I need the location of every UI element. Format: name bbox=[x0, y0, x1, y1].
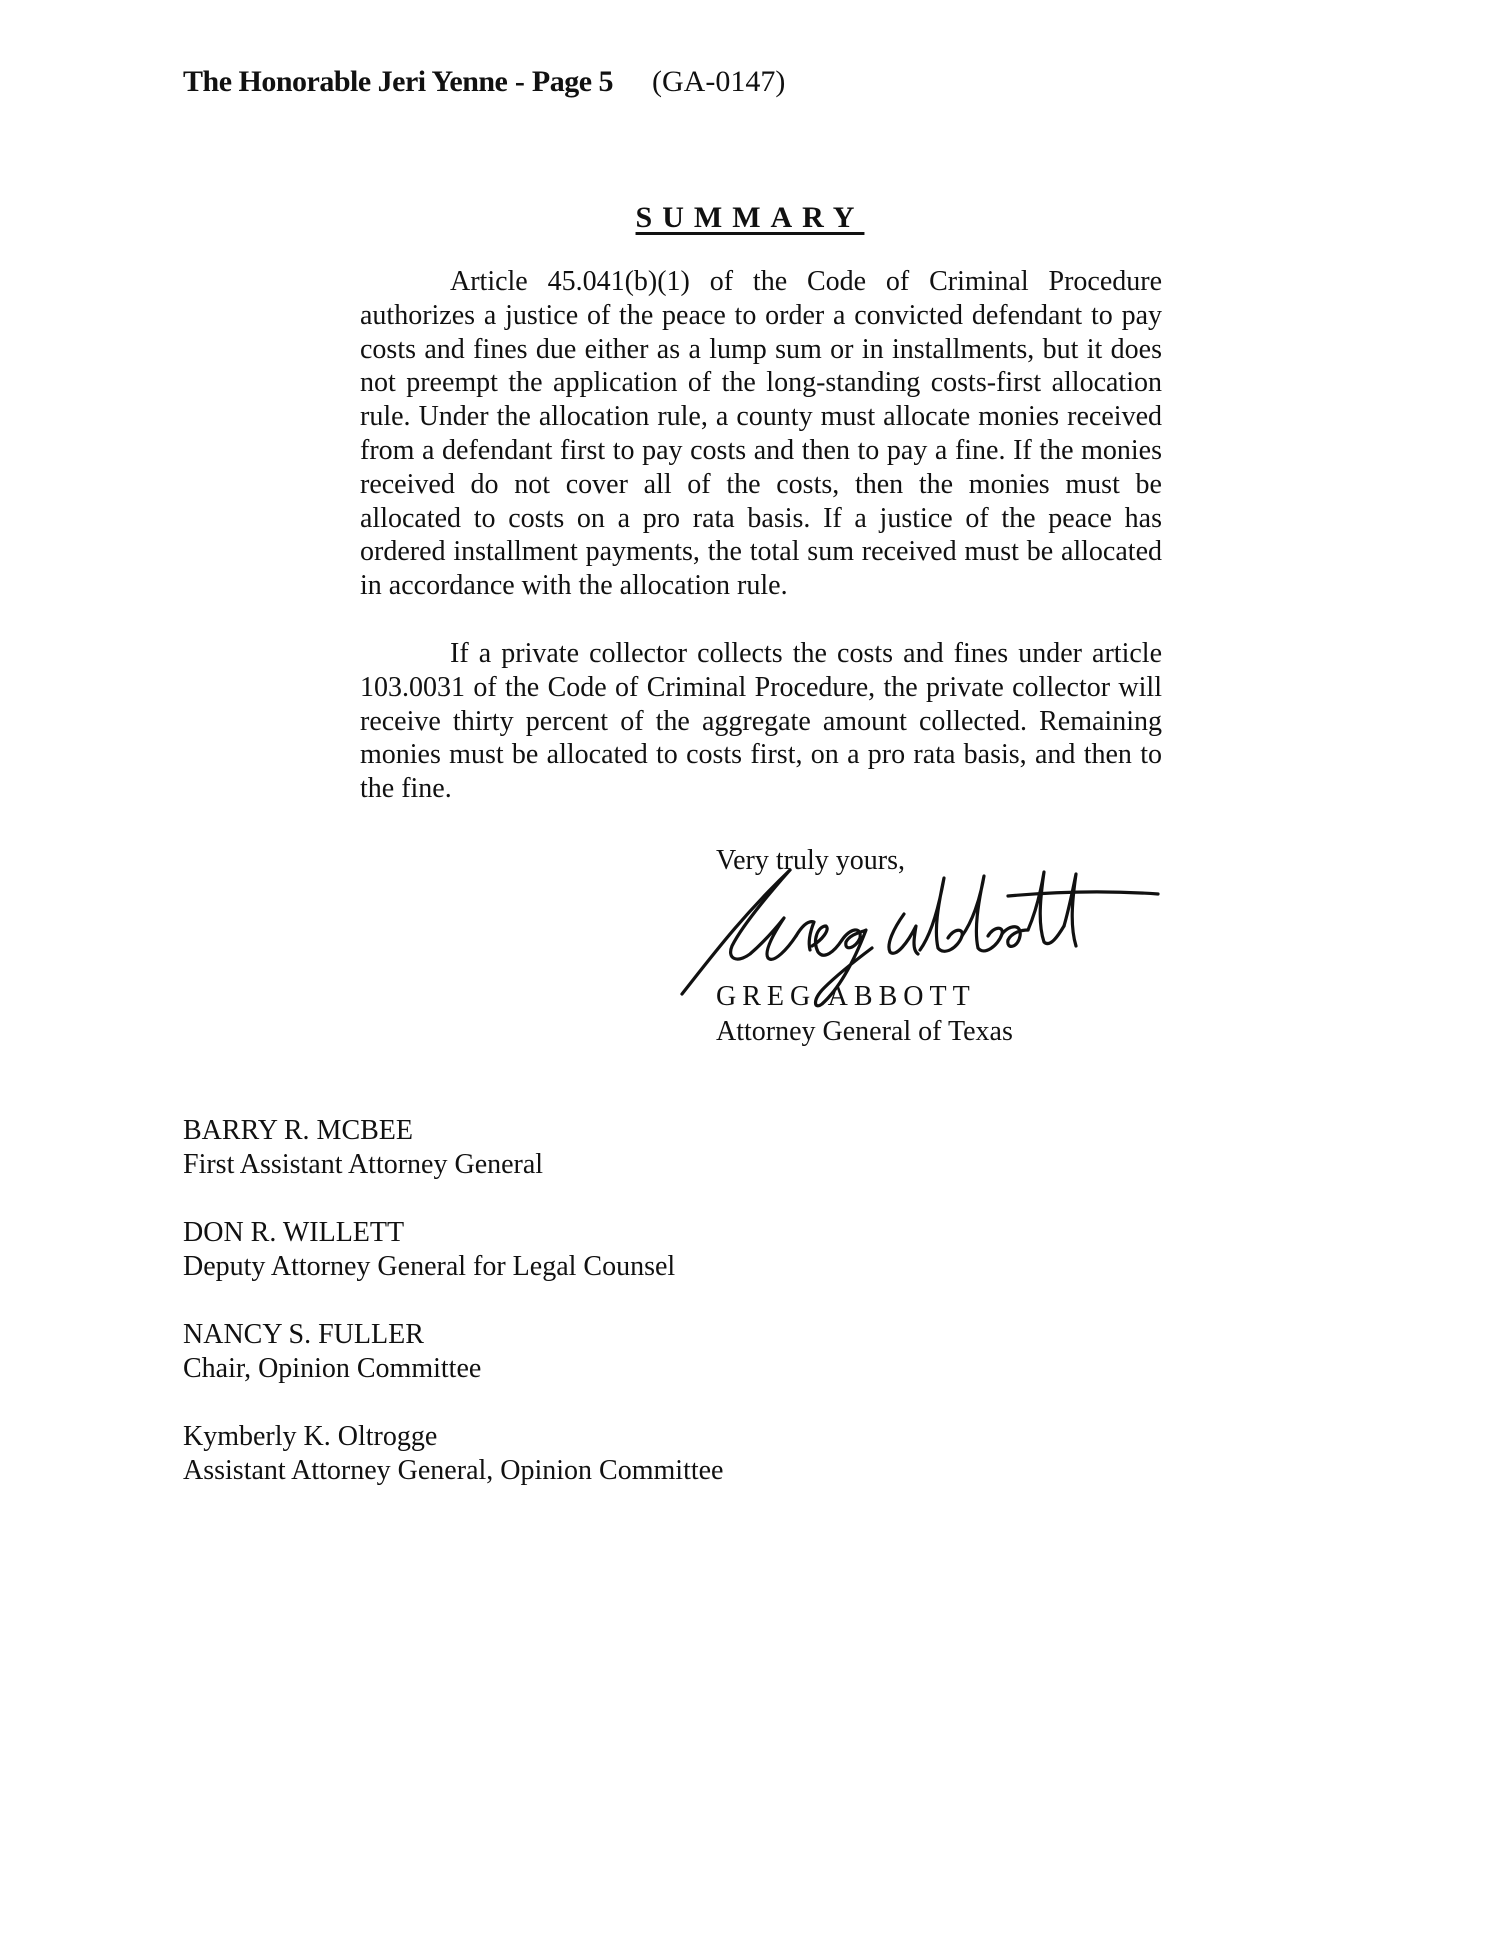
staff-role: Deputy Attorney General for Legal Counsel bbox=[183, 1251, 676, 1282]
staff-role: Chair, Opinion Committee bbox=[183, 1353, 482, 1384]
summary-paragraph-1: Article 45.041(b)(1) of the Code of Criminal Procedure authorizes a justice of the peace to order a convicted defendant to pay costs and fines due either as a lump sum or in installments, but it does not preempt the application of the long-standing costs-first allocation rule. Under the allocation rule, a county must allocate monies received from a defendant first to pay costs and then to pay a fine. If the monies received do not cover all of the costs, then the monies must be allocated to costs on a pro rata basis. If a justice of the peace has ordered installment payments, the total sum received must be allocated in accordance with the allocation rule. bbox=[360, 266, 1162, 602]
staff-role: Assistant Attorney General, Opinion Committee bbox=[183, 1455, 724, 1486]
staff-name: NANCY S. FULLER bbox=[183, 1319, 424, 1350]
staff-name: DON R. WILLETT bbox=[183, 1217, 405, 1248]
staff-entry bbox=[183, 1216, 675, 1284]
staff-name: Kymberly K. Oltrogge bbox=[183, 1421, 438, 1452]
summary-paragraph-2: If a private collector collects the costs and fines under article 103.0031 of the Code of Criminal Procedure, the private collector will receive thirty percent of the aggregate amount collected. Remaining monies must be allocated to costs first, on a pro rata basis, and then to the fine. bbox=[360, 638, 1162, 805]
staff-name: BARRY R. MCBEE bbox=[183, 1115, 414, 1146]
staff-entry bbox=[183, 1318, 481, 1386]
staff-role: First Assistant Attorney General bbox=[183, 1149, 544, 1180]
signer-title: Attorney General of Texas bbox=[716, 1016, 1013, 1047]
staff-entry bbox=[183, 1420, 723, 1488]
closing-salutation: Very truly yours, bbox=[716, 845, 905, 876]
summary-title: SUMMARY bbox=[635, 201, 865, 234]
signer-name: GREG ABBOTT bbox=[716, 981, 976, 1012]
header-separator: - bbox=[514, 65, 525, 98]
header-recipient: The Honorable Jeri Yenne bbox=[183, 65, 508, 98]
header-page-label: Page 5 bbox=[531, 65, 614, 98]
header-opinion-number: (GA-0147) bbox=[652, 65, 786, 98]
page-header bbox=[183, 62, 785, 102]
staff-entry bbox=[183, 1114, 543, 1182]
